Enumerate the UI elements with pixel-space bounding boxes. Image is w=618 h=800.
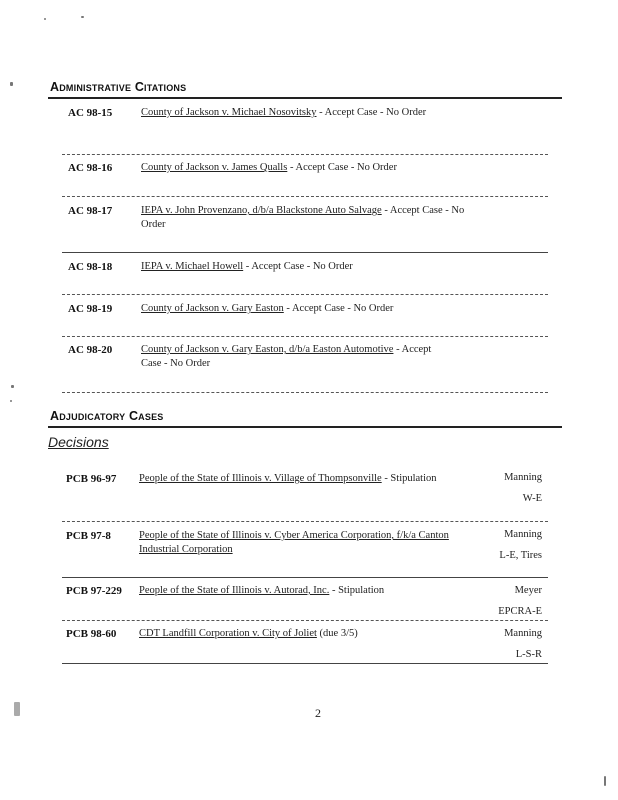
entry-divider (62, 577, 548, 578)
board-member: Manning (504, 628, 542, 639)
case-number: PCB 98-60 (66, 628, 117, 640)
board-member: Manning (504, 529, 542, 540)
case-number: AC 98-15 (68, 107, 113, 119)
case-title: People of the State of Illinois v. Autorad, Inc. (139, 585, 330, 596)
case-description (139, 472, 469, 486)
case-action: - Accept Case - No Order (243, 261, 353, 272)
entry-divider (62, 252, 548, 253)
case-number: AC 98-16 (68, 162, 113, 174)
entry-divider (62, 392, 548, 393)
section-rule (48, 97, 562, 99)
section-rule (48, 426, 562, 428)
case-number: AC 98-18 (68, 261, 113, 273)
case-action: - Stipulation (381, 473, 437, 484)
case-number: PCB 97-229 (66, 585, 122, 597)
case-title: County of Jackson v. Gary Easton, d/b/a Easton Automotive (141, 344, 394, 355)
case-description (141, 343, 451, 371)
entry-divider (62, 620, 548, 621)
case-title: County of Jackson v. James Qualls (141, 162, 288, 173)
case-description (139, 627, 469, 641)
entry-divider (62, 294, 548, 295)
board-member: Manning (504, 472, 542, 483)
case-description (139, 529, 469, 557)
case-description (139, 584, 469, 598)
case-description (141, 161, 481, 175)
case-action: - Accept Case - No Order (316, 107, 427, 118)
case-action: - Accept Case - No Order (283, 303, 394, 314)
case-number: AC 98-20 (68, 344, 113, 356)
case-type-code: L-S-R (515, 649, 542, 660)
case-type-code: L-E, Tires (499, 550, 542, 561)
case-number: PCB 97-8 (66, 530, 111, 542)
case-number: AC 98-19 (68, 303, 113, 315)
case-title: IEPA v. John Provenzano, d/b/a Blackstone Auto Salvage (141, 205, 382, 216)
case-number: PCB 96-97 (66, 473, 117, 485)
board-member: Meyer (514, 585, 542, 596)
case-title: People of the State of Illinois v. Village of Thompsonville (139, 473, 382, 484)
adjudicatory-cases-heading: Adjudicatory Cases (50, 409, 164, 423)
administrative-citations-heading: Administrative Citations (50, 80, 187, 94)
page-number: 2 (315, 706, 321, 720)
case-action: - Accept Case - No Order (287, 162, 397, 173)
case-description (141, 204, 481, 232)
case-action: (due 3/5) (316, 628, 358, 639)
entry-divider (62, 521, 548, 522)
case-type-code: W-E (522, 493, 542, 504)
case-title: CDT Landfill Corporation v. City of Joliet (139, 628, 317, 639)
case-type-code: EPCRA-E (498, 606, 542, 617)
case-title: People of the State of Illinois v. Cyber America Corporation, f/k/a Canton Industrial Corporation (139, 530, 449, 555)
case-action: - Accept Case - No Order (141, 205, 465, 230)
case-description (141, 260, 481, 274)
entry-divider (62, 336, 548, 337)
case-number: AC 98-17 (68, 205, 113, 217)
decisions-subheading: Decisions (48, 434, 109, 450)
case-action: - Stipulation (329, 585, 385, 596)
case-action: - Accept Case - No Order (141, 344, 432, 369)
entry-divider (62, 663, 548, 664)
entry-divider (62, 154, 548, 155)
case-title: County of Jackson v. Gary Easton (141, 303, 284, 314)
entry-divider (62, 196, 548, 197)
case-description (141, 106, 461, 120)
case-title: County of Jackson v. Michael Nosovitsky (141, 107, 317, 118)
case-description (141, 302, 481, 316)
case-title: IEPA v. Michael Howell (141, 261, 244, 272)
